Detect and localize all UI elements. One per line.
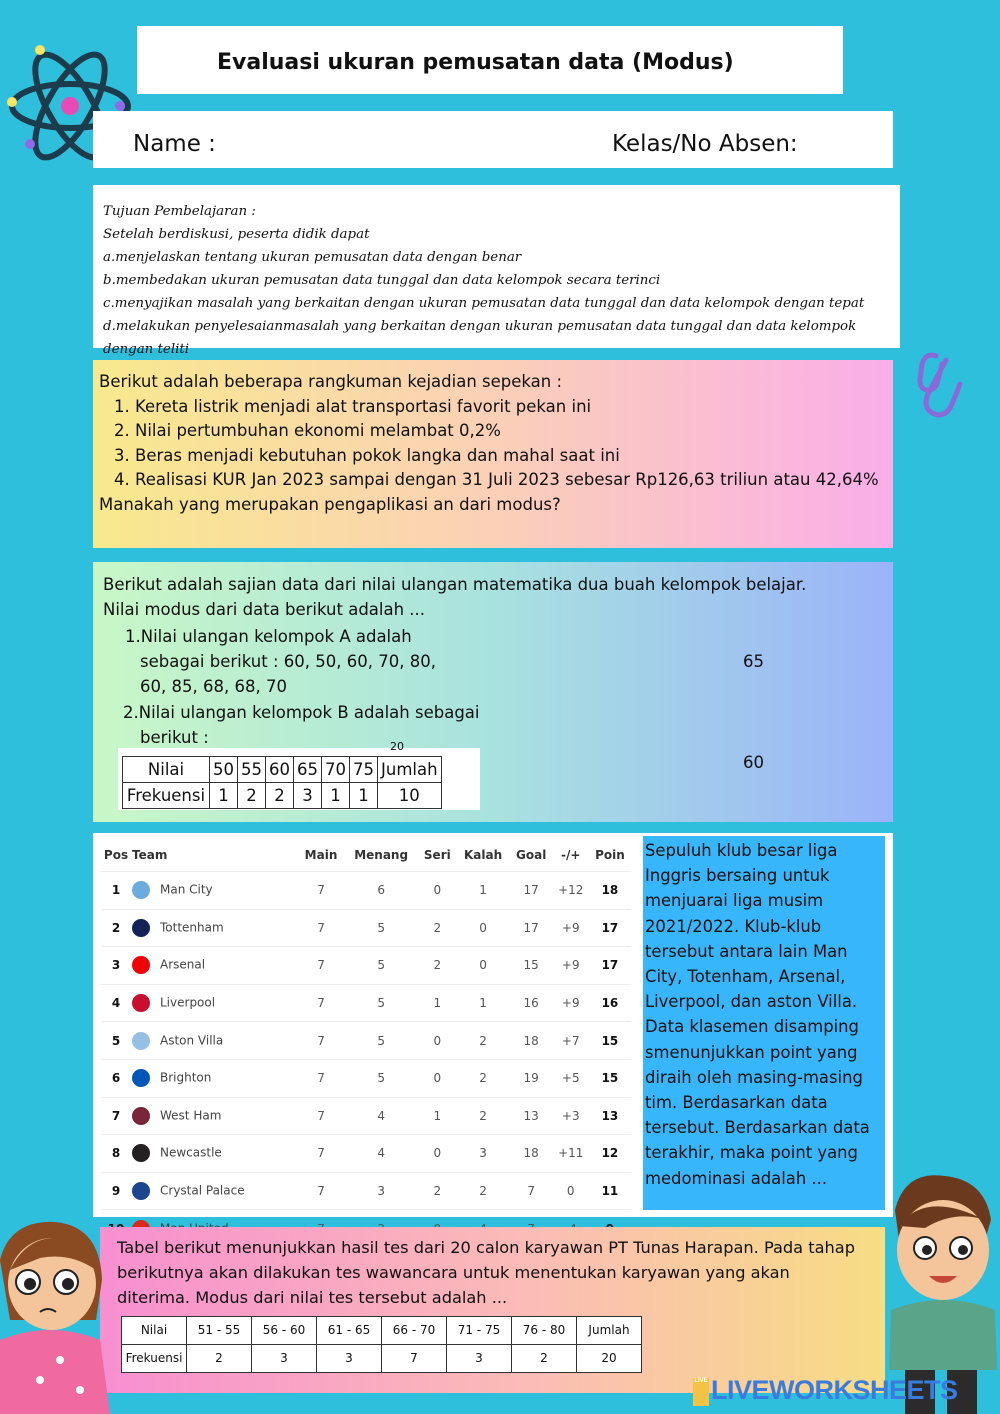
table-cell: 2 — [456, 1097, 509, 1135]
table-cell: 7 — [298, 1172, 344, 1210]
q2-group-a-line: sebagai berikut : 60, 50, 60, 70, 80, — [140, 652, 436, 671]
table-cell: 17 — [510, 909, 553, 947]
table-cell: 11 — [589, 1172, 631, 1210]
table-cell: 16 — [510, 984, 553, 1022]
q2-table-wrap — [118, 740, 480, 810]
team-cell — [131, 984, 298, 1022]
header-cell: Main — [304, 848, 338, 862]
table-cell: 0 — [418, 872, 456, 910]
table-cell: 7 — [298, 1135, 344, 1173]
header-cell: Kalah — [464, 848, 503, 862]
objective-line: Tujuan Pembelajaran : — [103, 204, 256, 219]
objective-line: d.melakukan penyelesaianmasalah yang berkaitan dengan ukuran pemusatan data tunggal dan data kelompok dengan teliti — [103, 319, 857, 357]
league-body — [101, 872, 631, 1247]
team-name: West Ham — [160, 1108, 222, 1123]
table-cell: 7 — [298, 984, 344, 1022]
table-cell: 76 - 80 — [512, 1317, 577, 1345]
table-cell: 0 — [418, 1059, 456, 1097]
table-cell: 7 — [298, 1097, 344, 1135]
table-header-row — [101, 839, 631, 872]
team-cell — [131, 1172, 298, 1210]
table-cell: +9 — [553, 984, 589, 1022]
table-cell: 0 — [456, 909, 509, 947]
objective-line: a.menjelaskan tentang ukuran pemusatan data dengan benar — [103, 250, 522, 265]
table-cell: Nilai — [123, 757, 210, 783]
table-cell: +7 — [553, 1022, 589, 1060]
table-row — [123, 783, 442, 809]
question-2-box — [93, 562, 893, 822]
team-cell — [131, 909, 298, 947]
header-cell: Pos — [103, 848, 129, 862]
league-table — [101, 839, 631, 1247]
q4-frequency-table — [121, 1316, 642, 1373]
table-row — [122, 1345, 642, 1373]
team-name: Newcastle — [160, 1145, 222, 1160]
club-crest-icon — [132, 1144, 150, 1162]
table-cell: 0 — [553, 1172, 589, 1210]
q2-answer-option[interactable]: 60 — [743, 753, 764, 772]
header-cell: Team — [132, 848, 168, 862]
table-cell: 3 — [317, 1345, 382, 1373]
table-cell: 2 — [418, 1172, 456, 1210]
paperclip-icon — [916, 350, 962, 422]
table-cell: 1 — [418, 1097, 456, 1135]
table-cell: 5 — [344, 909, 418, 947]
table-cell: 13 — [510, 1097, 553, 1135]
table-row — [101, 1172, 631, 1210]
team-name: Aston Villa — [160, 1033, 224, 1048]
q1-item: 4. Realisasi KUR Jan 2023 sampai dengan 31 Juli 2023 sebesar Rp126,63 triliun atau 42,64% — [135, 468, 893, 493]
team-name: Brighton — [160, 1070, 212, 1085]
table-cell: Jumlah — [577, 1317, 642, 1345]
table-cell: 3 — [344, 1172, 418, 1210]
table-cell: 50 — [210, 757, 238, 783]
table-cell: 5 — [344, 1059, 418, 1097]
table-row — [101, 1022, 631, 1060]
table-cell: 1 — [456, 872, 509, 910]
table-cell: 7 — [298, 872, 344, 910]
table-cell: +3 — [553, 1097, 589, 1135]
table-cell: 18 — [589, 872, 631, 910]
table-row — [101, 947, 631, 985]
table-cell: 2 — [456, 1059, 509, 1097]
table-cell: 3 — [456, 1135, 509, 1173]
q2-group-b-line: berikut : — [140, 728, 209, 747]
table-cell: 5 — [344, 947, 418, 985]
team-cell — [131, 1059, 298, 1097]
q2-group-b-line: 2.Nilai ulangan kelompok B adalah sebagai — [123, 703, 480, 722]
table-cell: 2 — [418, 909, 456, 947]
table-cell: 5 — [101, 1022, 131, 1060]
header-cell: Goal — [516, 848, 547, 862]
table-cell: 2 — [187, 1345, 252, 1373]
learning-objectives — [93, 185, 900, 357]
table-cell: 13 — [589, 1097, 631, 1135]
table-cell: 18 — [510, 1022, 553, 1060]
table-cell: +12 — [553, 872, 589, 910]
name-label: Name : — [133, 131, 216, 157]
club-crest-icon — [132, 956, 150, 974]
table-cell: +9 — [553, 909, 589, 947]
table-cell: 55 — [238, 757, 266, 783]
table-cell: 4 — [344, 1135, 418, 1173]
table-cell: 0 — [456, 947, 509, 985]
team-name: Tottenham — [160, 920, 224, 935]
team-cell — [131, 1097, 298, 1135]
q1-item: 3. Beras menjadi kebutuhan pokok langka dan mahal saat ini — [135, 444, 893, 469]
header-cell: Seri — [423, 848, 451, 862]
table-cell: 10 — [378, 783, 442, 809]
kelas-label: Kelas/No Absen: — [612, 131, 798, 157]
table-cell: 15 — [589, 1059, 631, 1097]
table-cell: 1 — [322, 783, 350, 809]
table-cell: 0 — [418, 1135, 456, 1173]
team-cell — [131, 872, 298, 910]
table-cell: 2 — [101, 909, 131, 947]
table-cell: 7 — [510, 1172, 553, 1210]
table-cell: 7 — [298, 947, 344, 985]
table-cell: 65 — [294, 757, 322, 783]
table-cell: 61 - 65 — [317, 1317, 382, 1345]
q1-intro: Berikut adalah beberapa rangkuman kejadian sepekan : — [99, 372, 563, 391]
table-cell: 2 — [266, 783, 294, 809]
table-cell: 6 — [101, 1059, 131, 1097]
table-cell: 7 — [298, 1022, 344, 1060]
table-cell: 4 — [344, 1097, 418, 1135]
table-cell: 2 — [456, 1022, 509, 1060]
q1-item: 1. Kereta listrik menjadi alat transportasi favorit pekan ini — [135, 395, 893, 420]
team-name: Liverpool — [160, 995, 216, 1010]
table-cell: 7 — [298, 909, 344, 947]
table-cell: 9 — [101, 1172, 131, 1210]
table-cell: 17 — [589, 909, 631, 947]
table-cell: 12 — [589, 1135, 631, 1173]
header-cell: Menang — [354, 848, 409, 862]
table-cell: 1 — [456, 984, 509, 1022]
q2-frequency-table — [122, 756, 442, 809]
table-cell: 7 — [298, 1059, 344, 1097]
table-cell: +9 — [553, 947, 589, 985]
table-row — [101, 1097, 631, 1135]
table-cell: 5 — [344, 1022, 418, 1060]
table-cell: 15 — [510, 947, 553, 985]
table-row — [101, 909, 631, 947]
logo-badge: LIVE — [693, 1378, 709, 1406]
table-cell: 56 - 60 — [252, 1317, 317, 1345]
team-cell — [131, 947, 298, 985]
table-row — [122, 1317, 642, 1345]
table-cell: 2 — [512, 1345, 577, 1373]
table-cell: 2 — [238, 783, 266, 809]
table-cell: 6 — [344, 872, 418, 910]
table-cell: Frekuensi — [123, 783, 210, 809]
page-title: Evaluasi ukuran pemusatan data (Modus) — [217, 50, 734, 75]
table-cell: +5 — [553, 1059, 589, 1097]
table-cell: 1 — [210, 783, 238, 809]
table-cell: 8 — [101, 1135, 131, 1173]
table-cell: 7 — [101, 1097, 131, 1135]
q2-answer-option[interactable]: 65 — [743, 652, 764, 671]
table-cell: 19 — [510, 1059, 553, 1097]
watermark-text: LIVEWORKSHEETS — [711, 1375, 958, 1405]
table-cell: 75 — [350, 757, 378, 783]
objective-line: c.menyajikan masalah yang berkaitan dengan ukuran pemusatan data tunggal dan data kelompok dengan tepat — [103, 296, 865, 311]
table-cell: 2 — [418, 947, 456, 985]
club-crest-icon — [132, 919, 150, 937]
table-row — [101, 1059, 631, 1097]
club-crest-icon — [132, 994, 150, 1012]
table-cell: 7 — [382, 1345, 447, 1373]
liveworksheets-logo — [693, 1375, 993, 1409]
team-cell — [131, 1135, 298, 1173]
q2-group-a-line: 60, 85, 68, 68, 70 — [140, 677, 287, 696]
table-cell: 3 — [447, 1345, 512, 1373]
header-cell: -/+ — [561, 848, 581, 862]
q1-list — [99, 395, 893, 493]
table-cell: 66 - 70 — [382, 1317, 447, 1345]
table-cell: 2 — [456, 1172, 509, 1210]
team-name: Arsenal — [160, 957, 206, 972]
objective-line: b.membedakan ukuran pemusatan data tunggal dan data kelompok secara terinci — [103, 273, 661, 288]
club-crest-icon — [132, 1182, 150, 1200]
q4-text: Tabel berikut menunjukkan hasil tes dari 20 calon karyawan PT Tunas Harapan. Pada tahap berikutnya akan dilakukan tes wawancara untuk menentukan karyawan yang akan diterima. Modus dari nilai tes tersebut adalah ... — [117, 1238, 855, 1307]
table-cell: +11 — [553, 1135, 589, 1173]
question-3-text: Sepuluh klub besar liga Inggris bersaing untuk menjuarai liga musim 2021/2022. Klub-klub tersebut antara lain Man City, Totenham, Arsenal, Liverpool, dan aston Villa. Data klasemen disamping smenunjukkan point yang diraih oleh masing-masing tim. Berdasarkan data tersebut. Berdasarkan data terakhir, maka point yang medominasi adalah ... — [643, 836, 885, 1210]
q2-intro-1: Berikut adalah sajian data dari nilai ulangan matematika dua buah kelompok belajar. — [103, 575, 807, 594]
table-cell: 71 - 75 — [447, 1317, 512, 1345]
question-4-box — [100, 1227, 885, 1393]
table-cell: 51 - 55 — [187, 1317, 252, 1345]
team-name: Man City — [160, 882, 213, 897]
table-row — [101, 984, 631, 1022]
table-cell: 1 — [101, 872, 131, 910]
table-row — [101, 1135, 631, 1173]
q1-item: 2. Nilai pertumbuhan ekonomi melambat 0,2% — [135, 419, 893, 444]
table-cell: 16 — [589, 984, 631, 1022]
club-crest-icon — [132, 1069, 150, 1087]
team-cell — [131, 1022, 298, 1060]
table-cell: 15 — [589, 1022, 631, 1060]
table-cell: 1 — [418, 984, 456, 1022]
table-cell: 4 — [101, 984, 131, 1022]
table-cell: 70 — [322, 757, 350, 783]
table-cell: 0 — [418, 1022, 456, 1060]
club-crest-icon — [132, 1107, 150, 1125]
table-cell: Jumlah — [378, 757, 442, 783]
table-cell: 60 — [266, 757, 294, 783]
title-box — [137, 26, 843, 94]
table-cell: 3 — [101, 947, 131, 985]
name-bar — [93, 111, 893, 168]
q2-intro-2: Nilai modus dari data berikut adalah ... — [103, 600, 426, 619]
table-cell: 5 — [344, 984, 418, 1022]
club-crest-icon — [132, 881, 150, 899]
table-cell: 18 — [510, 1135, 553, 1173]
table-cell: 20 — [577, 1345, 642, 1373]
table-row — [123, 757, 442, 783]
q2-group-a-line: 1.Nilai ulangan kelompok A adalah — [125, 627, 412, 646]
q1-question: Manakah yang merupakan pengaplikasi an dari modus? — [99, 494, 561, 514]
table-cell: 3 — [252, 1345, 317, 1373]
q2-cut-number: 20 — [390, 740, 404, 753]
club-crest-icon — [132, 1032, 150, 1050]
table-cell: Nilai — [122, 1317, 187, 1345]
table-cell: 3 — [294, 783, 322, 809]
table-cell: Frekuensi — [122, 1345, 187, 1373]
objective-line: Setelah berdiskusi, peserta didik dapat — [103, 227, 370, 242]
table-cell: 17 — [589, 947, 631, 985]
table-cell: 17 — [510, 872, 553, 910]
team-name: Crystal Palace — [160, 1183, 245, 1198]
table-cell: 1 — [350, 783, 378, 809]
header-cell: Poin — [595, 848, 625, 862]
question-1-box[interactable] — [93, 360, 893, 548]
girl-illustration — [0, 1200, 110, 1414]
table-row — [101, 872, 631, 910]
